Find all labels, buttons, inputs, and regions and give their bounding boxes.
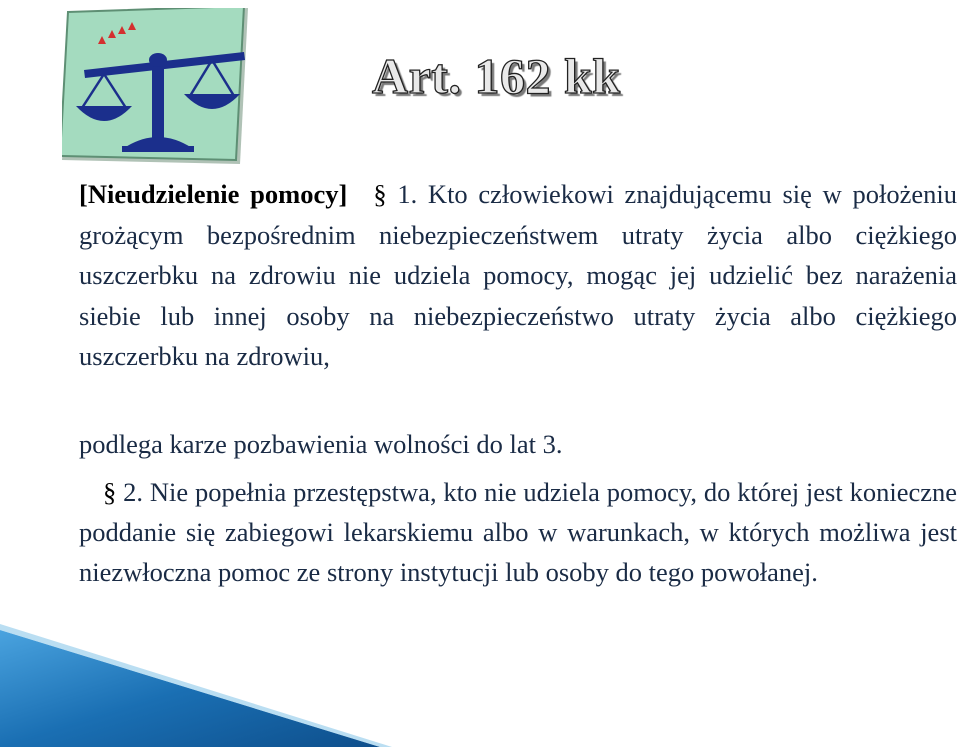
paragraph-2-text: 2. Nie popełnia przestępstwa, kto nie udziela pomocy, do której jest konieczne poddanie się zabiegowi lekarskiemu albo w warunkach, w których możliwa jest niezwłoczna pomoc ze strony instytucji lub osoby do tego powołanej. — [79, 477, 957, 587]
page-title: Art. 162 kk — [372, 48, 621, 104]
article-penalty — [79, 424, 957, 464]
corner-decoration — [0, 590, 960, 747]
paragraph-1-text: 1. Kto człowiekowi znajdującemu się w położeniu grożącym bezpośrednim niebezpieczeństwem utraty życia albo ciężkiego uszczerbku na zdrowiu nie udziela pomocy, mogąc jej udzielić bez narażenia siebie lub innej osoby na niebezpieczeństwo utraty życia albo ciężkiego uszczerbku na zdrowiu, — [79, 179, 957, 371]
penalty-text: podlega karze pozbawienia wolności do lat 3. — [79, 429, 563, 459]
article-paragraph-2 — [79, 472, 957, 592]
section-mark: § — [373, 179, 387, 209]
article-paragraph-1 — [79, 174, 957, 377]
section-mark: § — [103, 477, 117, 507]
scales-of-justice-icon — [62, 8, 250, 168]
article-heading: [Nieudzielenie pomocy] — [79, 179, 348, 209]
